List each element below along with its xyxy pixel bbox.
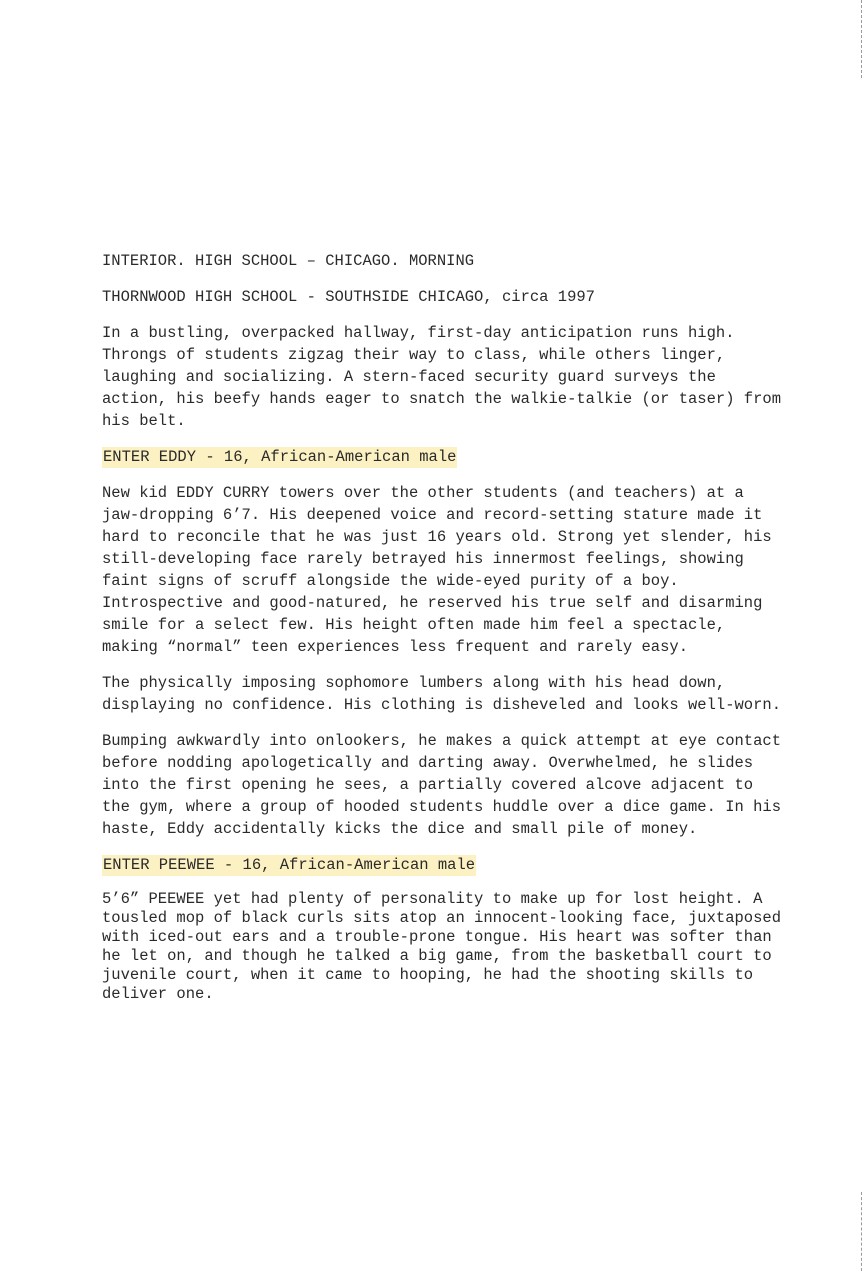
location-line: THORNWOOD HIGH SCHOOL - SOUTHSIDE CHICAGO, circa 1997 [102,288,595,306]
action-paragraph-bumping: Bumping awkwardly into onlookers, he makes a quick attempt at eye contact before nodding apologetically and darting away. Overwhelmed, he slides into the first opening he sees, a partially covered alcove adjacent to the gym, where a group of hooded students huddle over a dice game. In his haste, Eddy accidentally kicks the dice and small pile of money. [102,732,782,838]
character-entry-peewee [102,854,782,876]
character-description-peewee: 5’6” PEEWEE yet had plenty of personality to make up for lost height. A tousled mop of black curls sits atop an innocent-looking face, juxtaposed with iced-out ears and a trouble-prone tongue. His heart was softer than he let on, and though he talked a big game, from the basketball court to juvenile court, when it came to hooping, he had the shooting skills to deliver one. [102,890,782,1003]
action-paragraph-hallway: In a bustling, overpacked hallway, first-day anticipation runs high. Throngs of students zigzag their way to class, while others linger, laughing and socializing. A stern-faced security guard surveys the action, his beefy hands eager to snatch the walkie-talkie (or taser) from his belt. [102,324,782,430]
highlighted-text: ENTER EDDY - 16, African-American male [103,448,457,466]
character-description-eddy: New kid EDDY CURRY towers over the other students (and teachers) at a jaw-dropping 6’7. His deepened voice and record-setting stature made it hard to reconcile that he was just 16 years old. Strong yet slender, his still-developing face rarely betrayed his innermost feelings, showing faint signs of scruff alongside the wide-eyed purity of a boy. Introspective and good-natured, he reserved his true self and disarming smile for a select few. His height often made him feel a spectacle, making “normal” teen experiences less frequent and rarely easy. [102,484,772,656]
page-edge-marker-bottom [861,1192,862,1271]
action-paragraph-sophomore: The physically imposing sophomore lumbers along with his head down, displaying no confidence. His clothing is disheveled and looks well-worn. [102,674,782,714]
page-edge-marker-top [861,0,862,78]
script-page [102,250,782,1018]
character-entry-eddy [102,446,782,468]
scene-heading: INTERIOR. HIGH SCHOOL – CHICAGO. MORNING [102,252,475,270]
highlighted-text: ENTER PEEWEE - 16, African-American male [103,856,476,874]
